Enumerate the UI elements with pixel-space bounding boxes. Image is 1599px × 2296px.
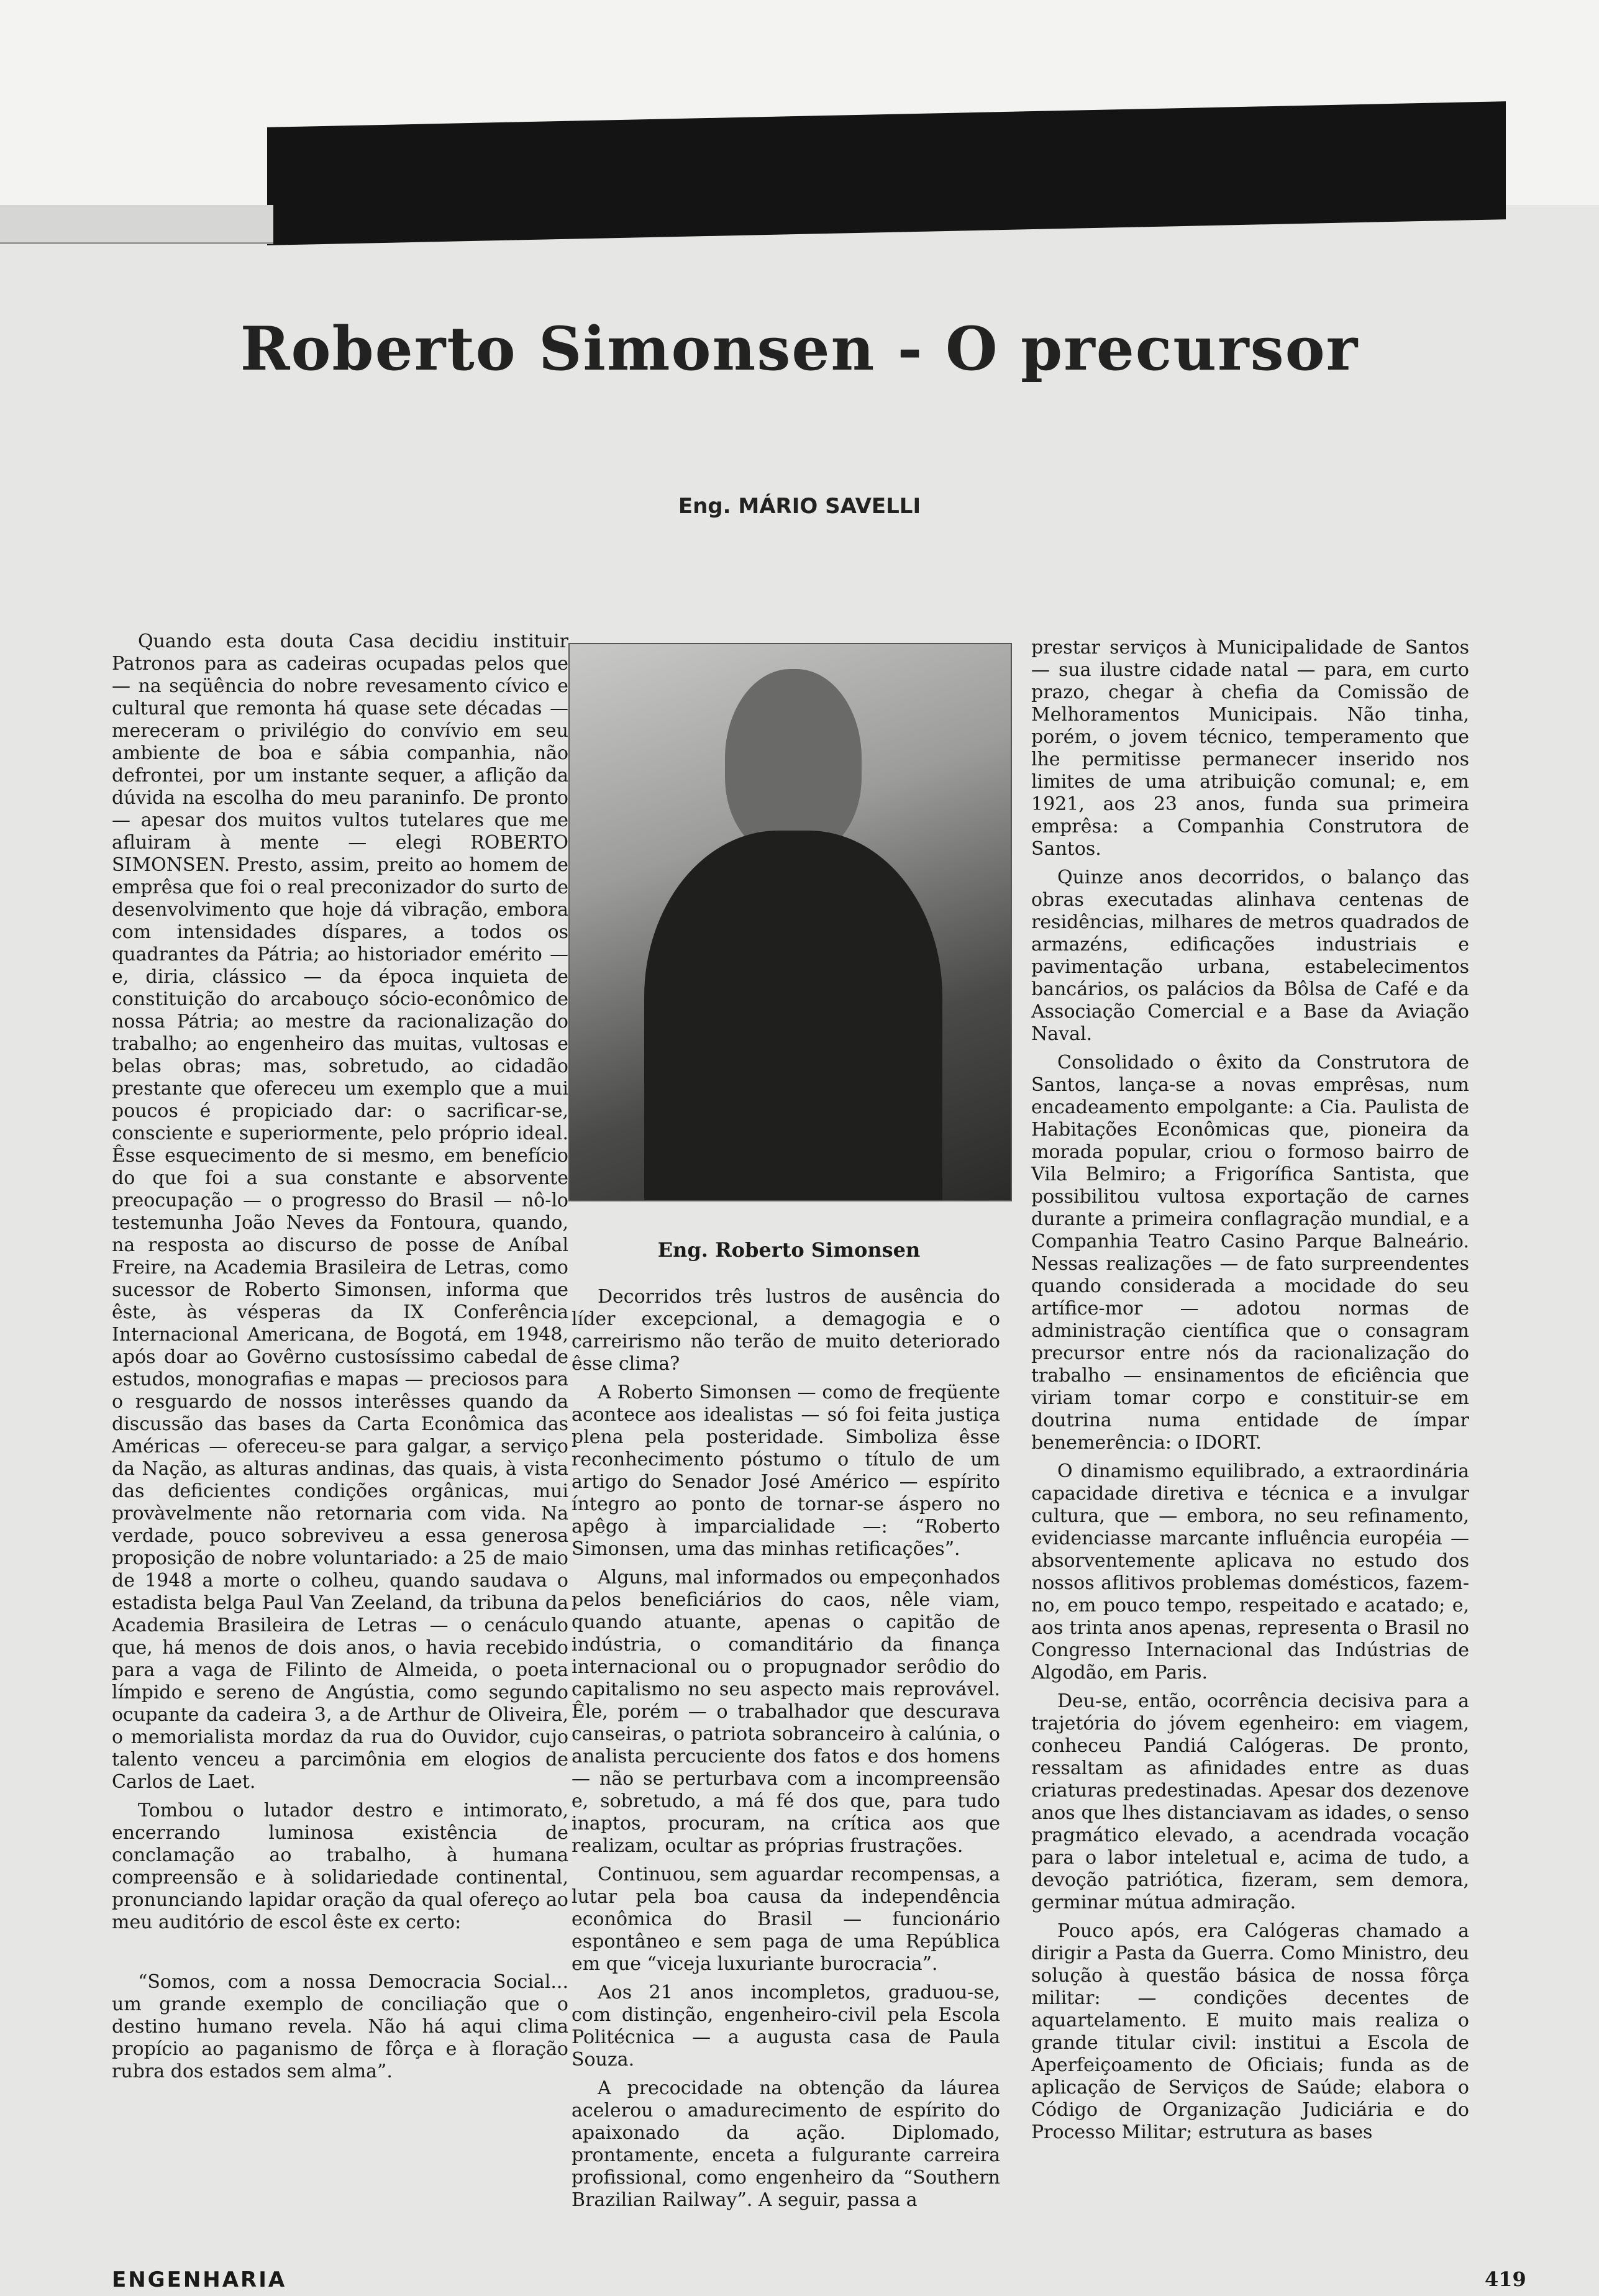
paragraph: Deu-se, então, ocorrência decisiva para a trajetória do jóvem egenheiro: em viagem, conheceu Pandiá Calógeras. De pronto, ressaltam as afinidades entre as duas criaturas predestinadas. Apesar dos dezenove anos que lhes distanciavam as idades, o senso pragmático elevado, a acendrada vocação para o labor inteletual e, acima de tudo, a devoção patriótica, fizeram, sem demora, germinar mútua admiração. xyxy=(1031,1690,1469,1913)
article-title: Roberto Simonsen - O precursor xyxy=(240,314,1359,384)
page-number: 419 xyxy=(1485,2267,1526,2291)
paragraph: Quando esta douta Casa decidiu instituir Patronos para as cadeiras ocupadas pelos que — na seqüência do nobre revesamento cívico e cultural que remonta há quase sete décadas — mereceram o privilégio do convívio em seu ambiente de boa e sábia companhia, não defrontei, por um instante sequer, a aflição da dúvida na escolha do meu paraninfo. De pronto — apesar dos muitos vultos tutelares que me afluiram à mente — elegi ROBERTO SIMONSEN. Presto, assim, preito ao homem de emprêsa que foi o real preconizador do surto de desenvolvimento que hoje dá vibração, embora com intensidades díspares, a todos os quadrantes da Pátria; ao historiador emérito — e, diria, clássico — da época inquieta de constituição do arcabouço sócio-econômico de nossa Pátria; ao mestre da racionalização do trabalho; ao engenheiro das muitas, vultosas e belas obras; mas, sobretudo, ao cidadão prestante que ofereceu um exemplo que a mui poucos é propiciado dar: o sacrificar-se, consciente e superiormente, pelo próprio ideal. Êsse esquecimento de si mesmo, em benefício do que foi a sua constante e absorvente preocupação — o progresso do Brasil — nô-lo testemunha João Neves da Fontoura, quando, na resposta ao discurso de posse de Aníbal Freire, na Academia Brasileira de Letras, como sucessor de Roberto Simonsen, informa que êste, às vésperas da IX Conferência Internacional Americana, de Bogotá, em 1948, após doar ao Govêrno custosíssimo cabedal de estudos, monografias e mapas — preciosos para o resguardo de nossos interêsses quando da discussão das bases da Carta Econômica das Américas — ofereceu-se para galgar, a serviço da Nação, as alturas andinas, das quais, à vista das deficientes condições orgânicas, mui provàvelmente não retornaria com vida. Na verdade, pouco sobreviveu a essa generosa proposição de nobre voluntariado: a 25 de maio de 1948 a morte o colheu, quando saudava o estadista belga Paul Van Zeeland, da tribuna da Academia Brasileira de Letras — o cenáculo que, há menos de dois anos, o havia recebido para a vaga de Filinto de Almeida, o poeta límpido e sereno de Angústia, como segundo ocupante da cadeira 3, a de Arthur de Oliveira, o memorialista mordaz da rua do Ouvidor, cujo talento venceu a parcimônia em elogios de Carlos de Laet. xyxy=(112,631,568,1793)
paragraph: Pouco após, era Calógeras chamado a dirigir a Pasta da Guerra. Como Ministro, deu solução à questão básica de nossa fôrça militar: — condições decentes de aquartelamento. E muito mais realiza o grande titular civil: institui a Escola de Aperfeiçoamento de Oficiais; funda as de aplicação de Serviços de Saúde; elabora o Código de Organização Judiciária e do Processo Militar; estrutura as bases xyxy=(1031,1920,1469,2143)
column-2 xyxy=(572,1286,1000,2218)
portrait-body xyxy=(644,831,942,1200)
paragraph: A Roberto Simonsen — como de freqüente acontece aos idealistas — só foi feita justiça plena pela posteridade. Simboliza êsse reconhecimento póstumo o título de um artigo do Senador José Américo — espírito íntegro ao ponto de tornar-se áspero no apêgo à imparcialidade —: “Roberto Simonsen, uma das minhas retificações”. xyxy=(572,1382,1000,1560)
paragraph: Quinze anos decorridos, o balanço das obras executadas alinhava centenas de residências, milhares de metros quadrados de armazéns, edificações industriais e pavimentação urbana, estabelecimentos bancários, os palácios da Bôlsa de Café e da Associação Comercial e a Base da Aviação Naval. xyxy=(1031,867,1469,1045)
paragraph: Decorridos três lustros de ausência do líder excepcional, a demagogia e o carreirismo não terão de muito deteriorado êsse clima? xyxy=(572,1286,1000,1375)
paragraph: O dinamismo equilibrado, a extraordinária capacidade diretiva e técnica e a invulgar cultura, que — embora, no seu refinamento, evidenciasse marcante influência européia — absorventemente aplicava no estudo dos nossos aflitivos problemas domésticos, fazem-no, em pouco tempo, respeitado e acatado; e, aos trinta anos apenas, representa o Brasil no Congresso Internacional das Indústrias de Algodão, em Paris. xyxy=(1031,1460,1469,1683)
paragraph: Alguns, mal informados ou empeçonhados pelos beneficiários do caos, nêle viam, quando atuante, apenas o capitão de indústria, o comanditário da finança internacional ou o propugnador serôdio do capitalismo no seu aspecto mais reprovável. Êle, porém — o trabalhador que descurava canseiras, o patriota sobranceiro à calúnia, o analista percuciente dos fatos e dos homens — não se perturbava com a incompreensão e, sobretudo, a má fé dos que, para tudo inaptos, procuram, na crítica aos que realizam, ocultar as próprias frustrações. xyxy=(572,1567,1000,1857)
column-1 xyxy=(112,631,568,2089)
portrait-head xyxy=(725,669,862,855)
journal-name: ENGENHARIA xyxy=(112,2267,287,2292)
paragraph: Aos 21 anos incompletos, graduou-se, com distinção, engenheiro-civil pela Escola Politécnica — a augusta casa de Paula Souza. xyxy=(572,1982,1000,2070)
quote-paragraph: “Somos, com a nossa Democracia Social... um grande exemplo de conciliação que o destino humano revela. Não há aqui clima propício ao paganismo de fôrça e à floração rubra dos estados sem alma”. xyxy=(112,1971,568,2082)
article-author: Eng. MÁRIO SAVELLI xyxy=(678,494,921,519)
paragraph: Tombou o lutador destro e intimorato, encerrando luminosa existência de conclamação ao trabalho, à humana compreensão e à solidariedade continental, pronunciando lapidar oração da qual ofereço ao meu auditório de escol êste ex certo: xyxy=(112,1800,568,1933)
paragraph: prestar serviços à Municipalidade de Santos — sua ilustre cidade natal — para, em curto prazo, chegar à chefia da Comissão de Melhoramentos Municipais. Não tinha, porém, o jovem técnico, temperamento que lhe permitisse permanecer inserido nos limites de uma atribuição comunal; e, em 1921, aos 23 anos, funda sua primeira emprêsa: a Companhia Construtora de Santos. xyxy=(1031,637,1469,860)
paragraph: Continuou, sem aguardar recompensas, a lutar pela boa causa da independência econômica do Brasil — funcionário espontâneo e sem paga de uma República em que “viceja luxuriante burocracia”. xyxy=(572,1864,1000,1975)
paragraph: Consolidado o êxito da Construtora de Santos, lança-se a novas emprêsas, num encadeamento empolgante: a Cia. Paulista de Habitações Econômicas que, pioneira da morada popular, criou o formoso bairro de Vila Belmiro; a Frigorífica Santista, que possibilitou vultosa exportação de carnes durante a primeira conflagração mundial, e a Companhia Teatro Casino Parque Balneário. Nessas realizações — de fato surpreendentes quando considerada a mocidade do seu artífice-mor — adotou normas de administração científica que o consagram precursor entre nós da racionalização do trabalho — ensinamentos de eficiência que viriam tomar corpo e constituir-se em doutrina numa entidade de ímpar benemerência: o IDORT. xyxy=(1031,1052,1469,1454)
paragraph: A precocidade na obtenção da láurea acelerou o amadurecimento de espírito do apaixonado da ação. Diplomado, prontamente, enceta a fulgurante carreira profissional, como engenheiro da “Southern Brazilian Railway”. A seguir, passa a xyxy=(572,2077,1000,2211)
photo-caption: Eng. Roberto Simonsen xyxy=(657,1238,921,1262)
binder-strip xyxy=(0,205,273,244)
column-3 xyxy=(1031,637,1469,2150)
portrait-photo xyxy=(568,643,1012,1201)
